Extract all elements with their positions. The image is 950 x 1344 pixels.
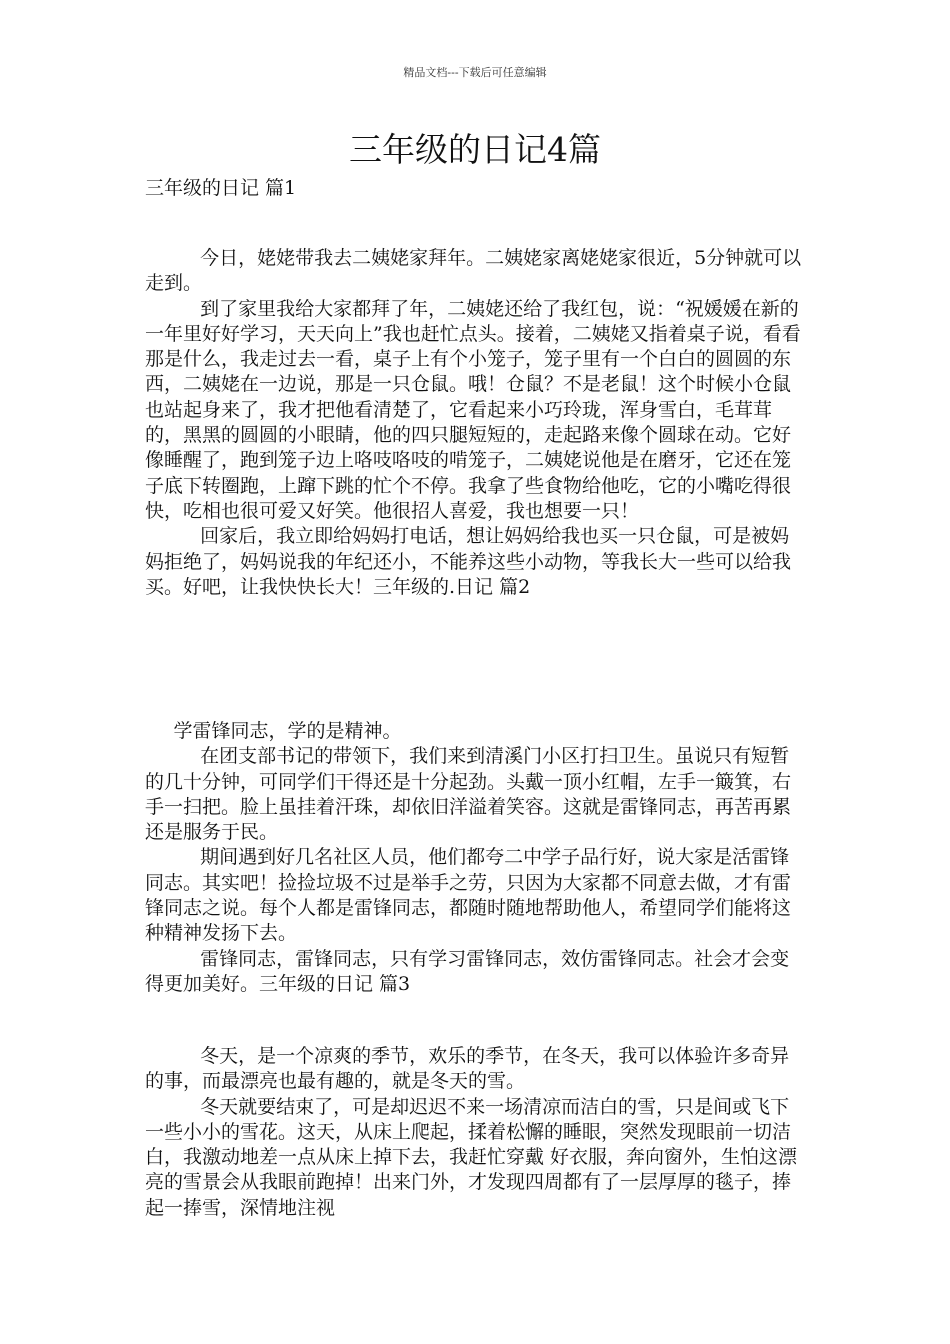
entry-3-paragraph: 冬天，是一个凉爽的季节，欢乐的季节，在冬天，我可以体验许多奇异的事，而最漂亮也最有趣的，就是冬天的雪。 [145, 1045, 790, 1093]
header-note: 精品文档---下载后可任意编辑 [403, 66, 547, 79]
entry-2-paragraph: 期间遇到好几名社区人员，他们都夸二中学子品行好，说大家是活雷锋同志。其实吧！捡捡垃圾不过是举手之劳，只因为大家都不同意去做，才有雷锋同志之说。每个人都是雷锋同志，都随时随地帮助他人，希望同学们能将这种精神发扬下去。 [145, 846, 792, 945]
entry-1-paragraph [145, 524, 807, 600]
entry-heading-1: 三年级的日记 篇1 [145, 177, 297, 199]
entry-3-body [145, 1044, 807, 1221]
entry-2-paragraph [145, 947, 807, 998]
entry-3-paragraph: 冬天就要结束了，可是却迟迟不来一场清凉而洁白的雪，只是间或飞下一些小小的雪花。这天，从床上爬起，揉着松懈的睡眼，突然发现眼前一切洁白，我激动地差一点从床上掉下去，我赶忙穿戴 好衣服，奔向窗外，生怕这漂亮的雪景会从我眼前跑掉！出来门外，才发现四周都有了一层厚厚的毯子，捧起一捧雪，深情地注视 [145, 1095, 798, 1219]
entry-1-body [145, 246, 807, 600]
entry-2-paragraph: 在团支部书记的带领下，我们来到清溪门小区打扫卫生。虽说只有短暂的几十分钟，可同学们干得还是十分起劲。头戴一顶小红帽，左手一簸箕，右手一扫把。脸上虽挂着汗珠，却依旧洋溢着笑容。这就是雷锋同志，再苦再累还是服务于民。 [145, 745, 792, 844]
entry-1-paragraph-text: 回家后，我立即给妈妈打电话，想让妈妈给我也买一只仓鼠，可是被妈妈拒绝了，妈妈说我的年纪还小，不能养这些小动物，等我长大一些可以给我买。好吧，让我快快长大！ [145, 525, 792, 598]
entry-1-paragraph: 今日，姥姥带我去二姨姥家拜年。二姨姥家离姥姥家很近，5分钟就可以走到。 [145, 247, 802, 295]
document-title: 三年级的日记4篇 [349, 130, 601, 169]
entry-2-opening-line: 学雷锋同志，学的是精神。 [173, 720, 402, 742]
entry-1-paragraph: 到了家里我给大家都拜了年，二姨姥还给了我红包，说：“祝媛媛在新的一年里好好学习，天天向上”我也赶忙点头。接着，二姨姥又指着桌子说，看看那是什么，我走过去一看，桌子上有个小笼子，笼子里有一个白白的圆圆的东西，二姨姥在一边说，那是一只仓鼠。哦！仓鼠？不是老鼠！这个时候小仓鼠也站起身来了，我才把他看清楚了，它看起来小巧玲珑，浑身雪白，毛茸茸的，黑黑的圆圆的小眼睛，他的四只腿短短的，走起路来像个圆球在动。它好像睡醒了，跑到笼子边上咯吱咯吱的啃笼子，二姨姥说他是在磨牙，它还在笼子底下转圈跑，上蹿下跳的忙个不停。我拿了些食物给他吃，它的小嘴吃得很快，吃相也很可爱又好笑。他很招人喜爱，我也想要一只！ [145, 297, 801, 522]
entry-2-body [145, 719, 807, 997]
entry-2-paragraph-text: 雷锋同志，雷锋同志，只有学习雷锋同志，效仿雷锋同志。社会才会变得更加美好。 [145, 947, 790, 995]
entry-heading-2: 三年级的.日记 篇2 [373, 575, 531, 598]
entry-heading-3: 三年级的日记 篇3 [259, 972, 411, 995]
